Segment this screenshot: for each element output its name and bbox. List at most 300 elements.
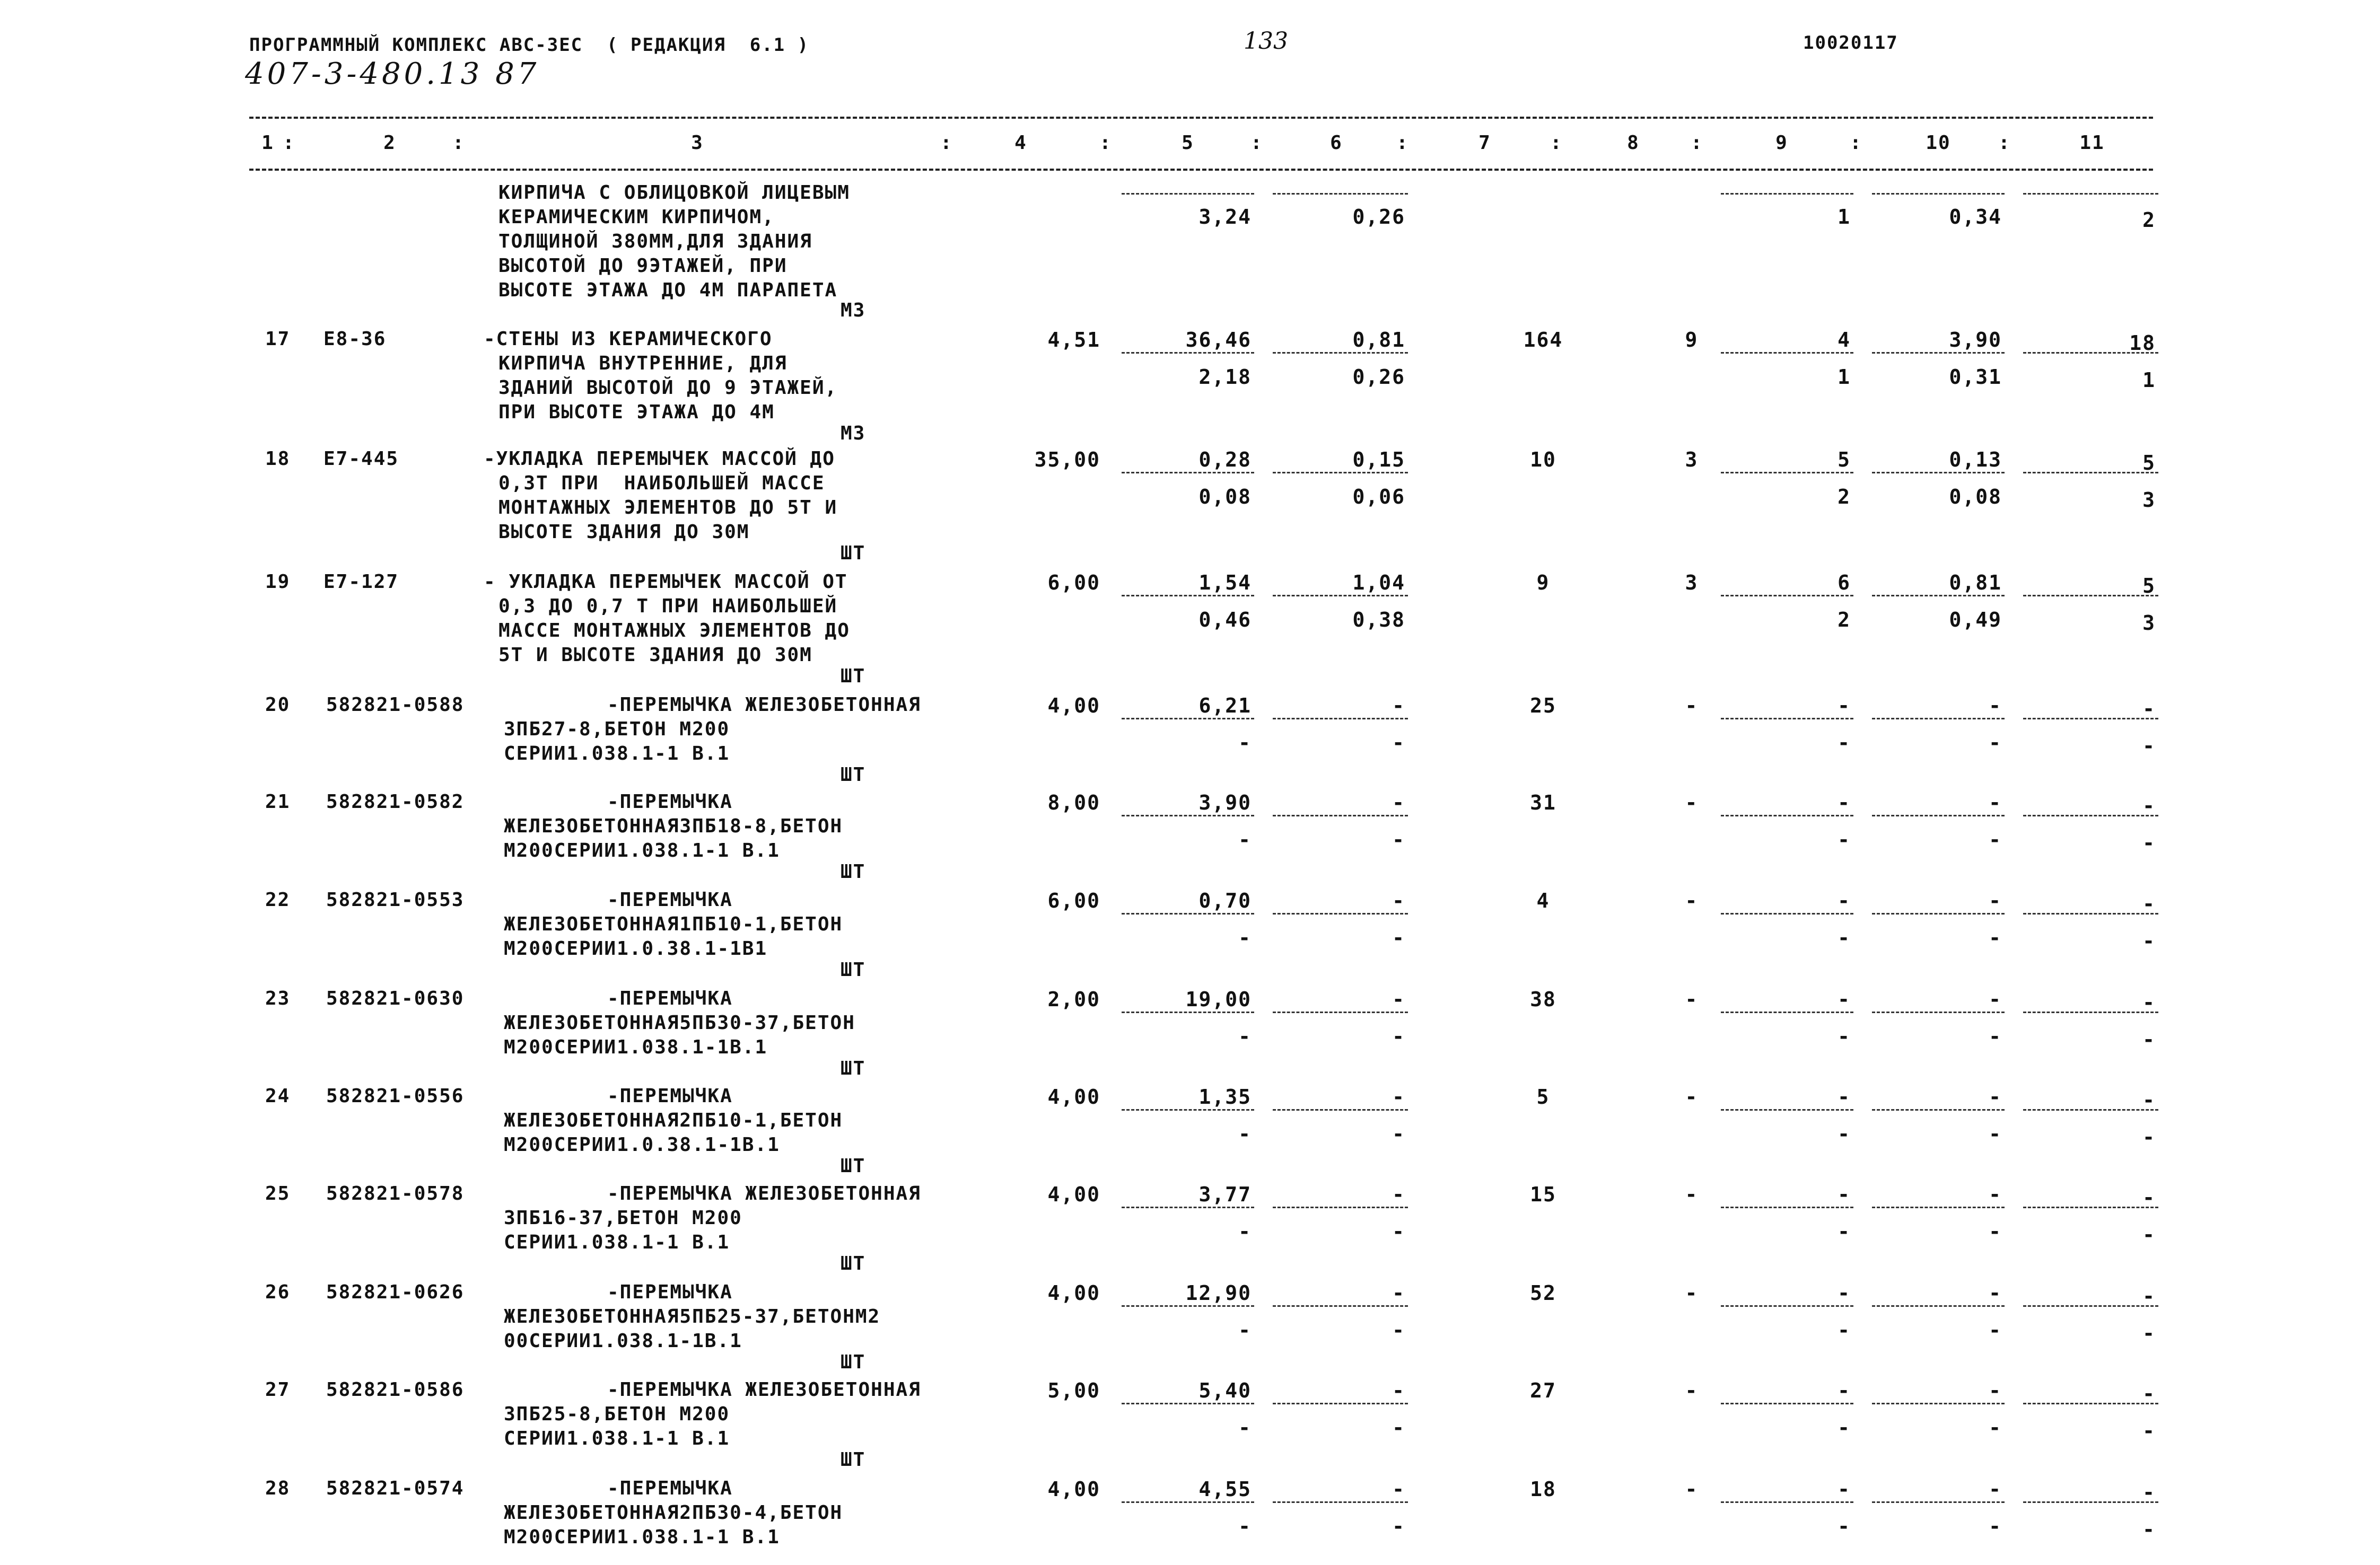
subtotal-rule [1721,595,1853,596]
cell-col9-secondary: 1 [1838,205,1851,228]
subtotal-rule [2023,1109,2158,1111]
subtotal-rule [1122,352,1254,354]
item-description: ЖЕЛЕЗОБЕТОННАЯ1ПБ10-1,БЕТОН [504,913,843,935]
cell-col5-secondary: - [1238,828,1252,851]
column-header-number: 7 [1478,132,1491,154]
cell-col9-secondary: 2 [1838,608,1851,631]
item-description: ЖЕЛЕЗОБЕТОННАЯ2ПБ10-1,БЕТОН [504,1110,843,1131]
subtotal-rule [1872,595,2005,596]
cell-col11-secondary: - [2142,1223,2156,1246]
cell-col9: - [1838,1478,1851,1501]
item-description: ЖЕЛЕЗОБЕТОННАЯ3ПБ18-8,БЕТОН [504,815,843,837]
cell-col4: 35,00 [1034,448,1100,471]
subtotal-rule [2023,913,2158,915]
row-code: 582821-0582 [326,791,465,813]
row-code: 582821-0578 [326,1183,465,1204]
cell-col6-secondary: 0,26 [1352,205,1405,228]
cell-col9-secondary: - [1838,1220,1851,1243]
cell-col9-secondary: - [1838,1318,1851,1342]
subtotal-rule [1122,1012,1254,1013]
row-code: 582821-0630 [326,988,465,1009]
subtotal-rule [2023,1501,2158,1503]
cell-col10: 0,81 [1949,571,2002,594]
cell-col10-secondary: - [1989,1025,2002,1048]
cell-col8: 9 [1685,328,1699,351]
subtotal-rule [1122,472,1254,473]
subtotal-rule [1273,193,1408,195]
cell-col9-secondary: - [1838,1416,1851,1439]
cell-col6-secondary: 0,38 [1352,608,1405,631]
item-description: 3ПБ16-37,БЕТОН М200 [504,1207,742,1229]
cell-col8: - [1685,791,1699,814]
cell-col8: - [1685,1085,1699,1109]
cell-col7: 4 [1536,889,1550,912]
cell-col10-secondary: - [1989,1515,2002,1538]
subtotal-rule [1273,1403,1408,1404]
cell-col9: - [1838,988,1851,1011]
subtotal-rule [2023,1403,2158,1404]
cell-col9: - [1838,1085,1851,1109]
cell-col10-secondary: - [1989,1122,2002,1146]
cell-col9: 4 [1838,328,1851,351]
cell-col4: 8,00 [1047,791,1100,814]
row-number: 17 [265,328,291,350]
item-unit: ШТ [841,542,866,564]
item-description: СЕРИИ1.038.1-1 В.1 [504,743,730,764]
cell-col11: - [2142,1186,2156,1209]
cell-col4: 4,00 [1047,1281,1100,1305]
cell-col8: 3 [1685,448,1699,471]
cell-col5-secondary: - [1238,1122,1252,1146]
item-description: 5Т И ВЫСОТЕ ЗДАНИЯ ДО 30М [498,644,812,666]
item-description: М200СЕРИИ1.0.38.1-1В.1 [504,1134,780,1156]
cell-col11: 5 [2142,451,2156,474]
cell-col6-secondary: 0,06 [1352,485,1405,508]
cell-col6-secondary: - [1392,1515,1405,1538]
cell-col6-secondary: 0,26 [1352,365,1405,389]
cell-col5-secondary: 2,18 [1198,365,1252,389]
item-description: -ПЕРЕМЫЧКА ЖЕЛЕЗОБЕТОННАЯ [607,694,921,716]
cell-col10-secondary: 0,08 [1949,485,2002,508]
item-description: МОНТАЖНЫХ ЭЛЕМЕНТОВ ДО 5Т И [498,497,838,518]
cell-col11-secondary: 1 [2142,368,2156,392]
cell-col6: - [1392,694,1405,717]
item-description: СЕРИИ1.038.1-1 В.1 [504,1428,730,1449]
item-description: -ПЕРЕМЫЧКА ЖЕЛЕЗОБЕТОННАЯ [607,1183,921,1204]
cell-col5-secondary: - [1238,926,1252,949]
cell-col4: 4,00 [1047,1183,1100,1206]
item-description: КИРПИЧА ВНУТРЕННИЕ, ДЛЯ [498,353,788,374]
cell-col7: 10 [1530,448,1556,471]
cell-col5: 0,70 [1198,889,1252,912]
cell-col5: 1,35 [1198,1085,1252,1109]
cell-col5-secondary: 0,46 [1198,608,1252,631]
cell-col11-secondary: - [2142,929,2156,953]
column-header-number: 11 [2079,132,2105,154]
cell-col11-secondary: - [2142,1518,2156,1541]
item-description: ЖЕЛЕЗОБЕТОННАЯ5ПБ30-37,БЕТОН [504,1012,855,1034]
cell-col6: - [1392,1379,1405,1402]
item-description: ПРИ ВЫСОТЕ ЭТАЖА ДО 4М [498,401,775,423]
subtotal-rule [1273,1012,1408,1013]
cell-col9: - [1838,791,1851,814]
item-description: КИРПИЧА С ОБЛИЦОВКОЙ ЛИЦЕВЫМ [498,182,850,204]
item-description: М200СЕРИИ1.038.1-1 В.1 [504,1526,780,1548]
subtotal-rule [1273,1207,1408,1208]
cell-col5: 3,90 [1198,791,1252,814]
item-description: ТОЛЩИНОЙ 380ММ,ДЛЯ ЗДАНИЯ [498,231,812,252]
cell-col11: 5 [2142,574,2156,597]
cell-col9: - [1838,1281,1851,1305]
cell-col7: 18 [1530,1478,1556,1501]
column-header-number: 10 [1926,132,1951,154]
item-description: М200СЕРИИ1.038.1-1В.1 [504,1036,768,1058]
subtotal-rule [1273,472,1408,473]
item-unit: ШТ [841,1253,866,1274]
cell-col6: - [1392,791,1405,814]
cell-col5-secondary: - [1238,731,1252,754]
row-code: 582821-0586 [326,1379,465,1401]
cell-col11: - [2142,1481,2156,1504]
cell-col11: - [2142,697,2156,720]
row-number: 20 [265,694,291,716]
cell-col9-secondary: - [1838,731,1851,754]
cell-col6: 0,15 [1352,448,1405,471]
cell-col5: 6,21 [1198,694,1252,717]
column-separator: : [1850,132,1862,154]
cell-col11: - [2142,794,2156,817]
item-description: ЗДАНИЙ ВЫСОТОЙ ДО 9 ЭТАЖЕЙ, [498,377,838,399]
column-separator: : [1396,132,1409,154]
row-number: 25 [265,1183,291,1204]
cell-col6-secondary: - [1392,731,1405,754]
cell-col9-secondary: - [1838,828,1851,851]
cell-col11: - [2142,991,2156,1014]
cell-col11-secondary: - [2142,734,2156,758]
cell-col6: - [1392,889,1405,912]
row-code: 582821-0574 [326,1478,465,1499]
row-code: Е8-36 [323,328,387,350]
subtotal-rule [1872,913,2005,915]
cell-col9: - [1838,889,1851,912]
cell-col4: 6,00 [1047,571,1100,594]
header-rule-top [249,117,2153,119]
subtotal-rule [1721,815,1853,816]
item-description: -ПЕРЕМЫЧКА [607,1281,733,1303]
cell-col11-secondary: - [2142,1322,2156,1345]
cell-col10: - [1989,988,2002,1011]
row-number: 18 [265,448,291,470]
page-number: 133 [1244,28,1288,55]
subtotal-rule [1122,815,1254,816]
cell-col10: 0,13 [1949,448,2002,471]
subtotal-rule [1721,1305,1853,1307]
cell-col9: - [1838,1379,1851,1402]
cell-col7: 15 [1530,1183,1556,1206]
row-code: 582821-0553 [326,889,465,911]
item-description: 3ПБ27-8,БЕТОН М200 [504,718,730,740]
cell-col6: - [1392,1183,1405,1206]
cell-col10-secondary: - [1989,1318,2002,1342]
row-number: 21 [265,791,291,813]
cell-col10-secondary: - [1989,731,2002,754]
subtotal-rule [1122,193,1254,195]
item-description: СЕРИИ1.038.1-1 В.1 [504,1232,730,1253]
item-description: -ПЕРЕМЫЧКА [607,1085,733,1107]
row-number: 26 [265,1281,291,1303]
subtotal-rule [2023,1207,2158,1208]
cell-col11: - [2142,1285,2156,1308]
cell-col6-secondary: - [1392,1122,1405,1146]
cell-col9-secondary: - [1838,1122,1851,1146]
subtotal-rule [1273,1305,1408,1307]
cell-col7: 52 [1530,1281,1556,1305]
cell-col5-secondary: - [1238,1416,1252,1439]
subtotal-rule [2023,815,2158,816]
cell-col10: - [1989,1183,2002,1206]
column-header-number: 4 [1014,132,1027,154]
column-header-number: 1 [261,132,274,154]
subtotal-rule [1721,1109,1853,1111]
item-description: -УКЛАДКА ПЕРЕМЫЧЕК МАССОЙ ДО [484,448,835,470]
cell-col11-secondary: - [2142,831,2156,855]
item-description: 3ПБ25-8,БЕТОН М200 [504,1403,730,1425]
cell-col6: 0,81 [1352,328,1405,351]
subtotal-rule [1872,1501,2005,1503]
row-code: Е7-127 [323,571,399,593]
cell-col6-secondary: - [1392,1220,1405,1243]
row-number: 28 [265,1478,291,1499]
cell-col11-secondary: - [2142,1126,2156,1149]
subtotal-rule [2023,718,2158,719]
item-unit: ШТ [841,1351,866,1373]
cell-col6-secondary: - [1392,1025,1405,1048]
cell-col8: 3 [1685,571,1699,594]
row-number: 22 [265,889,291,911]
cell-col7: 5 [1536,1085,1550,1109]
subtotal-rule [2023,595,2158,596]
cell-col9: 6 [1838,571,1851,594]
item-description: -ПЕРЕМЫЧКА [607,791,733,813]
cell-col9-secondary: - [1838,926,1851,949]
item-description: ВЫСОТЕ ЗДАНИЯ ДО 30М [498,521,750,543]
cell-col10: 3,90 [1949,328,2002,351]
column-separator: : [1998,132,2011,154]
cell-col5-secondary: 0,08 [1198,485,1252,508]
row-code: 582821-0626 [326,1281,465,1303]
cell-col7: 164 [1523,328,1563,351]
cell-col6: 1,04 [1352,571,1405,594]
item-description: -ПЕРЕМЫЧКА [607,1478,733,1499]
cell-col5-secondary: - [1238,1318,1252,1342]
cell-col5: 5,40 [1198,1379,1252,1402]
cell-col5: 12,90 [1185,1281,1252,1305]
cell-col10-secondary: - [1989,828,2002,851]
subtotal-rule [1872,1305,2005,1307]
item-description: ВЫСОТЕ ЭТАЖА ДО 4М ПАРАПЕТА [498,279,838,301]
row-code: Е7-445 [323,448,399,470]
cell-col10: - [1989,1379,2002,1402]
cell-col10-secondary: 0,34 [1949,205,2002,228]
item-unit: ШТ [841,959,866,981]
column-header-number: 3 [691,132,704,154]
cell-col9-secondary: - [1838,1025,1851,1048]
item-unit: ШТ [841,861,866,883]
item-description: КЕРАМИЧЕСКИМ КИРПИЧОМ, [498,206,775,228]
handwritten-number: 407-3-480.13 87 [245,57,540,91]
cell-col10-secondary: - [1989,1220,2002,1243]
subtotal-rule [1872,193,2005,195]
subtotal-rule [1273,595,1408,596]
subtotal-rule [1721,1012,1853,1013]
cell-col10: - [1989,694,2002,717]
cell-col9-secondary: 1 [1838,365,1851,389]
subtotal-rule [1122,1207,1254,1208]
cell-col7: 31 [1530,791,1556,814]
item-description: 0,3 ДО 0,7 Т ПРИ НАИБОЛЬШЕЙ [498,595,838,617]
column-separator: : [452,132,465,154]
subtotal-rule [1273,1109,1408,1111]
item-description: МАССЕ МОНТАЖНЫХ ЭЛЕМЕНТОВ ДО [498,620,850,641]
item-unit: ШТ [841,665,866,687]
column-separator: : [1691,132,1703,154]
item-description: -ПЕРЕМЫЧКА [607,889,733,911]
document-code: 10020117 [1803,32,1898,54]
column-header-number: 9 [1775,132,1788,154]
subtotal-rule [1872,1012,2005,1013]
item-description: -СТЕНЫ ИЗ КЕРАМИЧЕСКОГО [484,328,773,350]
row-number: 23 [265,988,291,1009]
subtotal-rule [1872,1403,2005,1404]
cell-col6: - [1392,988,1405,1011]
cell-col6: - [1392,1085,1405,1109]
cell-col5: 4,55 [1198,1478,1252,1501]
column-header-number: 2 [383,132,396,154]
subtotal-rule [1721,1207,1853,1208]
cell-col8: - [1685,1478,1699,1501]
subtotal-rule [1872,718,2005,719]
cell-col9: - [1838,1183,1851,1206]
cell-col11-secondary: - [2142,1419,2156,1443]
item-description: М200СЕРИИ1.038.1-1 В.1 [504,840,780,861]
subtotal-rule [1721,193,1853,195]
cell-col6-secondary: - [1392,828,1405,851]
cell-col4: 2,00 [1047,988,1100,1011]
subtotal-rule [2023,352,2158,354]
cell-col9-secondary: 2 [1838,485,1851,508]
row-number: 24 [265,1085,291,1107]
cell-col8: - [1685,988,1699,1011]
cell-col5: 19,00 [1185,988,1252,1011]
subtotal-rule [2023,472,2158,473]
cell-col9-secondary: - [1838,1515,1851,1538]
cell-col4: 4,00 [1047,694,1100,717]
cell-col11: 18 [2129,331,2156,355]
cell-col6: - [1392,1478,1405,1501]
cell-col11: - [2142,1382,2156,1405]
cell-col6: - [1392,1281,1405,1305]
item-unit: ШТ [841,1449,866,1471]
cell-col10: - [1989,1281,2002,1305]
subtotal-rule [1721,472,1853,473]
cell-col10: - [1989,1478,2002,1501]
item-description: М200СЕРИИ1.0.38.1-1В1 [504,938,768,960]
item-description: ЖЕЛЕЗОБЕТОННАЯ5ПБ25-37,БЕТОНМ2 [504,1306,881,1327]
cell-col8: - [1685,1183,1699,1206]
cell-col8: - [1685,1379,1699,1402]
column-header-number: 5 [1182,132,1194,154]
cell-col5-secondary: - [1238,1220,1252,1243]
cell-col11: - [2142,1088,2156,1112]
subtotal-rule [1122,1403,1254,1404]
item-description: -ПЕРЕМЫЧКА [607,988,733,1009]
column-separator: : [1550,132,1563,154]
subtotal-rule [1721,718,1853,719]
program-header: ПРОГРАММНЫЙ КОМПЛЕКС АВС-3ЕС ( РЕДАКЦИЯ 6.1 ) [249,34,810,56]
cell-col4: 4,51 [1047,328,1100,351]
cell-col11-secondary: 3 [2142,611,2156,635]
item-unit: ШТ [841,1058,866,1079]
cell-col8: - [1685,1281,1699,1305]
cell-col5-secondary: 3,24 [1198,205,1252,228]
row-number: 27 [265,1379,291,1401]
item-description: 00СЕРИИ1.038.1-1В.1 [504,1330,742,1352]
subtotal-rule [1122,1305,1254,1307]
subtotal-rule [1122,595,1254,596]
cell-col4: 4,00 [1047,1085,1100,1109]
cell-col10: - [1989,889,2002,912]
header-rule-bottom [249,169,2153,171]
subtotal-rule [1721,1501,1853,1503]
cell-col7: 27 [1530,1379,1556,1402]
subtotal-rule [1872,472,2005,473]
subtotal-rule [1273,815,1408,816]
cell-col4: 6,00 [1047,889,1100,912]
subtotal-rule [1273,1501,1408,1503]
subtotal-rule [1872,815,2005,816]
item-description: ЖЕЛЕЗОБЕТОННАЯ2ПБ30-4,БЕТОН [504,1502,843,1524]
cell-col4: 5,00 [1047,1379,1100,1402]
cell-col11-secondary: - [2142,1028,2156,1051]
column-separator: : [1250,132,1263,154]
subtotal-rule [1872,352,2005,354]
subtotal-rule [1273,352,1408,354]
cell-col10-secondary: - [1989,926,2002,949]
column-separator: : [940,132,953,154]
cell-col5: 36,46 [1185,328,1252,351]
item-description: -ПЕРЕМЫЧКА ЖЕЛЕЗОБЕТОННАЯ [607,1379,921,1401]
cell-col10: - [1989,1085,2002,1109]
subtotal-rule [1721,352,1853,354]
item-description: 0,3Т ПРИ НАИБОЛЬШЕЙ МАССЕ [498,472,825,494]
subtotal-rule [1122,1109,1254,1111]
subtotal-rule [1122,718,1254,719]
column-separator: : [1099,132,1112,154]
cell-col4: 4,00 [1047,1478,1100,1501]
cell-col11-secondary: 3 [2142,488,2156,512]
subtotal-rule [2023,1012,2158,1013]
cell-col8: - [1685,694,1699,717]
subtotal-rule [1273,913,1408,915]
subtotal-rule [1721,913,1853,915]
cell-col5-secondary: - [1238,1515,1252,1538]
cell-col7: 25 [1530,694,1556,717]
column-header-number: 6 [1330,132,1343,154]
cell-col6-secondary: - [1392,926,1405,949]
cell-col10-secondary: 0,31 [1949,365,2002,389]
cell-col5: 3,77 [1198,1183,1252,1206]
cell-col7: 38 [1530,988,1556,1011]
